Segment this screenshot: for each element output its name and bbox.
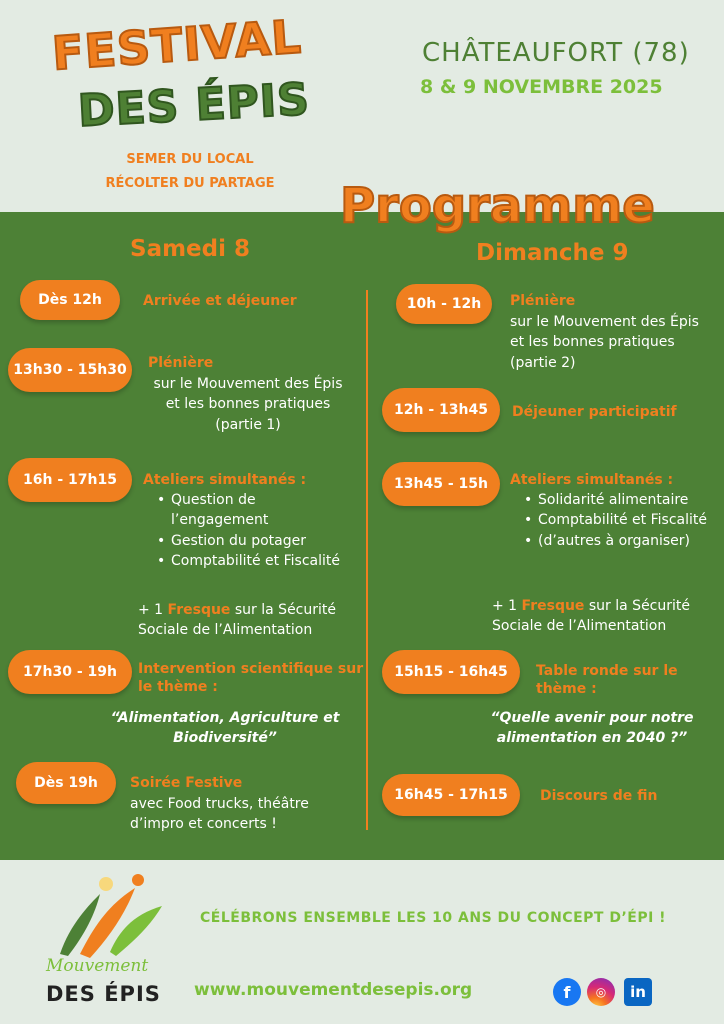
sat-body-2: sur le Mouvement des Épis et les bonnes pratiques (partie 1): [153, 376, 343, 433]
sat-title-3: Ateliers simultanés :: [143, 472, 307, 488]
logo-des-epis: DES ÉPIS: [76, 73, 312, 138]
logo-festival: FESTIVAL: [50, 9, 304, 81]
list-item: • Question de l’engagement: [171, 490, 353, 531]
sun-title-5: Discours de fin: [540, 788, 658, 804]
sat-time-4: 17h30 - 19h: [8, 650, 132, 694]
sat-title-1: Arrivée et déjeuner: [143, 293, 297, 309]
dates-label: 8 & 9 NOVEMBRE 2025: [420, 76, 663, 98]
fresque-label: Fresque: [167, 602, 231, 618]
sat-body-5: avec Food trucks, théâtre d’impro et concerts !: [130, 796, 309, 833]
footer-slogan: CÉLÉBRONS ENSEMBLE LES 10 ANS DU CONCEPT D’ÉPI !: [200, 910, 667, 926]
sun-list-3: [520, 490, 720, 551]
extra-prefix: + 1: [492, 598, 522, 614]
sun-time-3: 13h45 - 15h: [382, 462, 500, 506]
sun-time-1: 10h - 12h: [396, 284, 492, 324]
sun-time-5: 16h45 - 17h15: [382, 774, 520, 816]
programme-title: Programme: [340, 178, 655, 234]
tagline-2: RÉCOLTER DU PARTAGE: [105, 176, 275, 191]
sat-title-5: Soirée Festive: [130, 775, 243, 791]
column-divider: [366, 290, 368, 830]
sun-title-1: Plénière: [510, 293, 576, 309]
extra-prefix: + 1: [138, 602, 168, 618]
facebook-icon[interactable]: f: [553, 978, 581, 1006]
sat-time-5: Dès 19h: [16, 762, 116, 804]
sat-time-2: 13h30 - 15h30: [8, 348, 132, 392]
sun-title-2: Déjeuner participatif: [512, 404, 677, 420]
sun-time-2: 12h - 13h45: [382, 388, 500, 432]
list-item: • Comptabilité et Fiscalité: [538, 510, 720, 530]
sun-extra-3: [492, 596, 720, 637]
extra-suffix: sur la Sécurité Sociale de l’Alimentation: [492, 598, 690, 635]
mouvement-script: Mouvement: [46, 956, 149, 976]
sat-extra-3: [138, 600, 368, 641]
list-item: • (d’autres à organiser): [538, 531, 720, 551]
mouvement-name: DES ÉPIS: [46, 982, 161, 1006]
website-link[interactable]: www.mouvementdesepis.org: [194, 980, 473, 1000]
sat-time-3: 16h - 17h15: [8, 458, 132, 502]
linkedin-icon[interactable]: in: [624, 978, 652, 1006]
sat-time-1: Dès 12h: [20, 280, 120, 320]
list-item: • Gestion du potager: [171, 531, 353, 551]
tagline-1: SEMER DU LOCAL: [126, 152, 254, 167]
sat-quote-4: “Alimentation, Agriculture et Biodiversité”: [110, 710, 340, 747]
mouvement-logo-icon: [40, 874, 170, 962]
sun-time-4: 15h15 - 16h45: [382, 650, 520, 694]
city-label: CHÂTEAUFORT (78): [422, 38, 690, 68]
sunday-title: Dimanche 9: [476, 240, 629, 266]
sun-title-4: Table ronde sur le thème :: [536, 663, 678, 698]
instagram-icon[interactable]: ◎: [587, 978, 615, 1006]
list-item: • Comptabilité et Fiscalité: [171, 551, 353, 571]
sat-title-4: Intervention scientifique sur le thème :: [138, 661, 364, 696]
list-item: • Solidarité alimentaire: [538, 490, 720, 510]
fresque-label: Fresque: [521, 598, 585, 614]
sun-quote-4: “Quelle avenir pour notre alimentation en 2040 ?”: [490, 710, 694, 747]
sat-title-2: Plénière: [148, 355, 214, 371]
sun-body-1: sur le Mouvement des Épis et les bonnes pratiques (partie 2): [510, 314, 699, 371]
sat-list-3: [153, 490, 353, 571]
extra-suffix: sur la Sécurité Sociale de l’Alimentation: [138, 602, 336, 639]
sun-title-3: Ateliers simultanés :: [510, 472, 674, 488]
saturday-title: Samedi 8: [130, 236, 251, 262]
